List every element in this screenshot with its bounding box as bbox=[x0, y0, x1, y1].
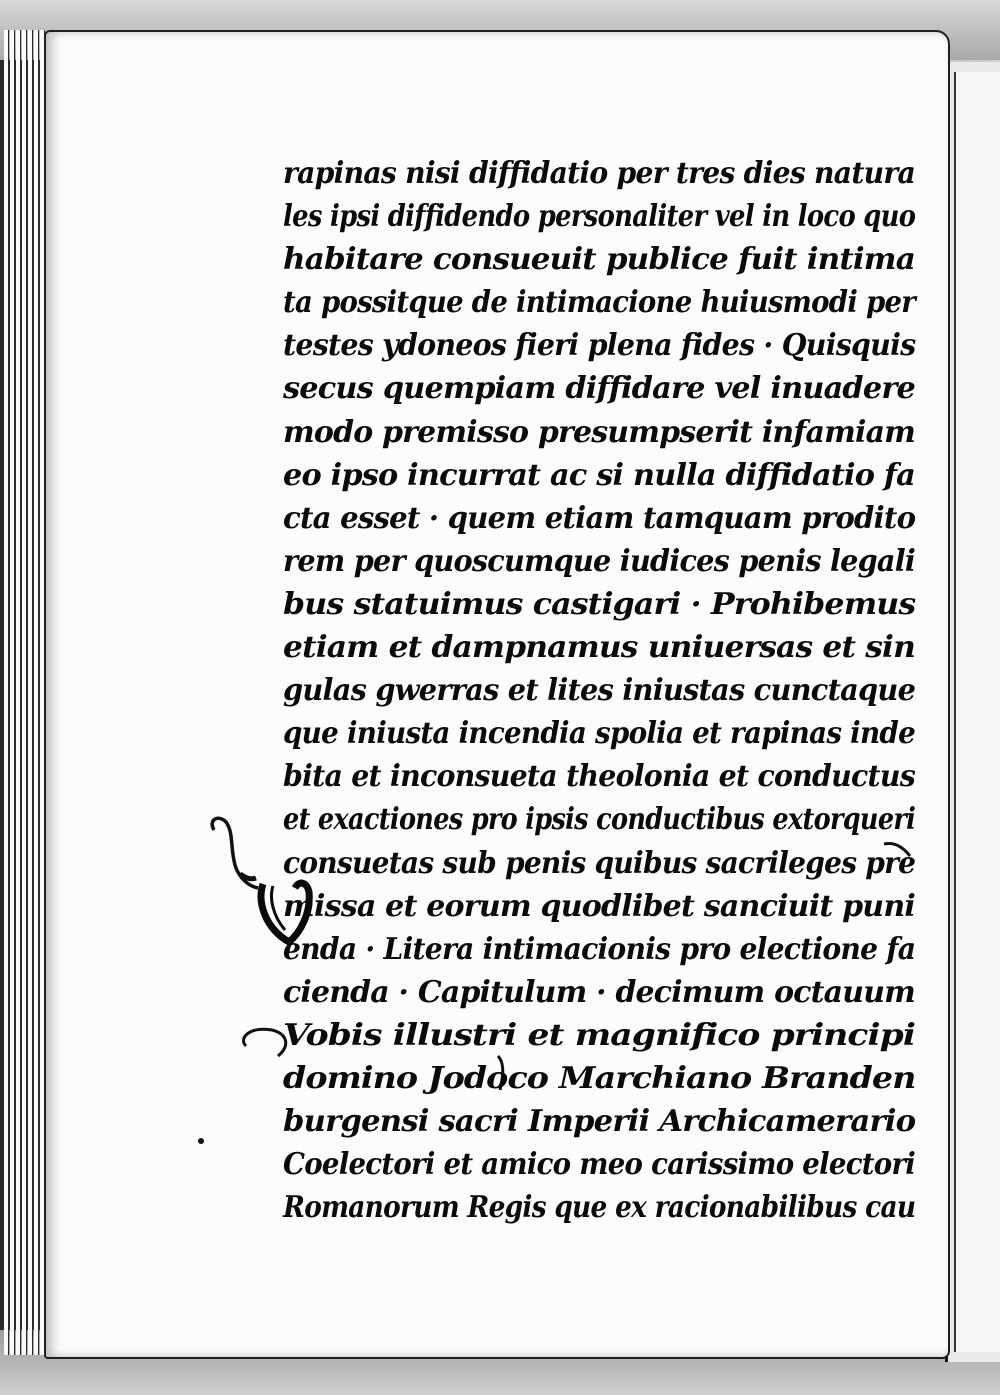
text-line: eo ipso incurrat ac si nulla diffidatio fa bbox=[283, 457, 915, 493]
text-line: bita et inconsueta theolonia et conductus bbox=[283, 759, 915, 795]
text-line: Romanorum Regis que ex racionabilibus cau bbox=[283, 1190, 916, 1226]
text-line: etiam et dampnamus uniuersas et sin bbox=[283, 630, 915, 666]
text-line: cta esset · quem etiam tamquam prodito bbox=[283, 500, 916, 536]
text-line: ta possitque de intimacione huiusmodi per bbox=[283, 285, 915, 321]
text-line: modo premisso presumpserit infamiam bbox=[283, 414, 916, 450]
ink-dot bbox=[198, 1138, 204, 1144]
text-line: enda · Litera intimacionis pro electione fa bbox=[283, 931, 916, 967]
text-line: burgensi sacri Imperii Archicamerario bbox=[283, 1104, 916, 1140]
text-line: cienda · Capitulum · decimum octauum bbox=[283, 974, 915, 1010]
facing-page-edge bbox=[945, 62, 1000, 1362]
text-line: gulas gwerras et lites iniustas cunctaque bbox=[283, 673, 916, 709]
text-line: Coelectori et amico meo carissimo electori bbox=[283, 1147, 915, 1183]
text-line: bus statuimus castigari · Prohibemus bbox=[283, 586, 916, 622]
text-line: rem per quoscumque iudices penis legali bbox=[283, 543, 915, 579]
text-line: et exactiones pro ipsis conductibus extorqueri bbox=[283, 802, 916, 838]
manuscript-text-block bbox=[283, 152, 915, 1229]
text-line: Vobis illustri et magnifico principi bbox=[283, 1017, 915, 1053]
text-line: domino Jodoco Marchiano Branden bbox=[283, 1060, 916, 1096]
text-line: testes ydoneos fieri plena fides · Quisquis bbox=[283, 328, 916, 364]
text-line: missa et eorum quodlibet sanciuit puni bbox=[283, 888, 915, 924]
text-line: les ipsi diffidendo personaliter vel in loco quo bbox=[283, 199, 916, 235]
text-line: que iniusta incendia spolia et rapinas inde bbox=[283, 716, 916, 752]
text-line: habitare consueuit publice fuit intima bbox=[283, 242, 916, 278]
text-line: secus quempiam diffidare vel inuadere bbox=[283, 371, 915, 407]
text-line: consuetas sub penis quibus sacrileges pre bbox=[283, 845, 916, 881]
text-line: rapinas nisi diffidatio per tres dies natura bbox=[283, 156, 915, 191]
